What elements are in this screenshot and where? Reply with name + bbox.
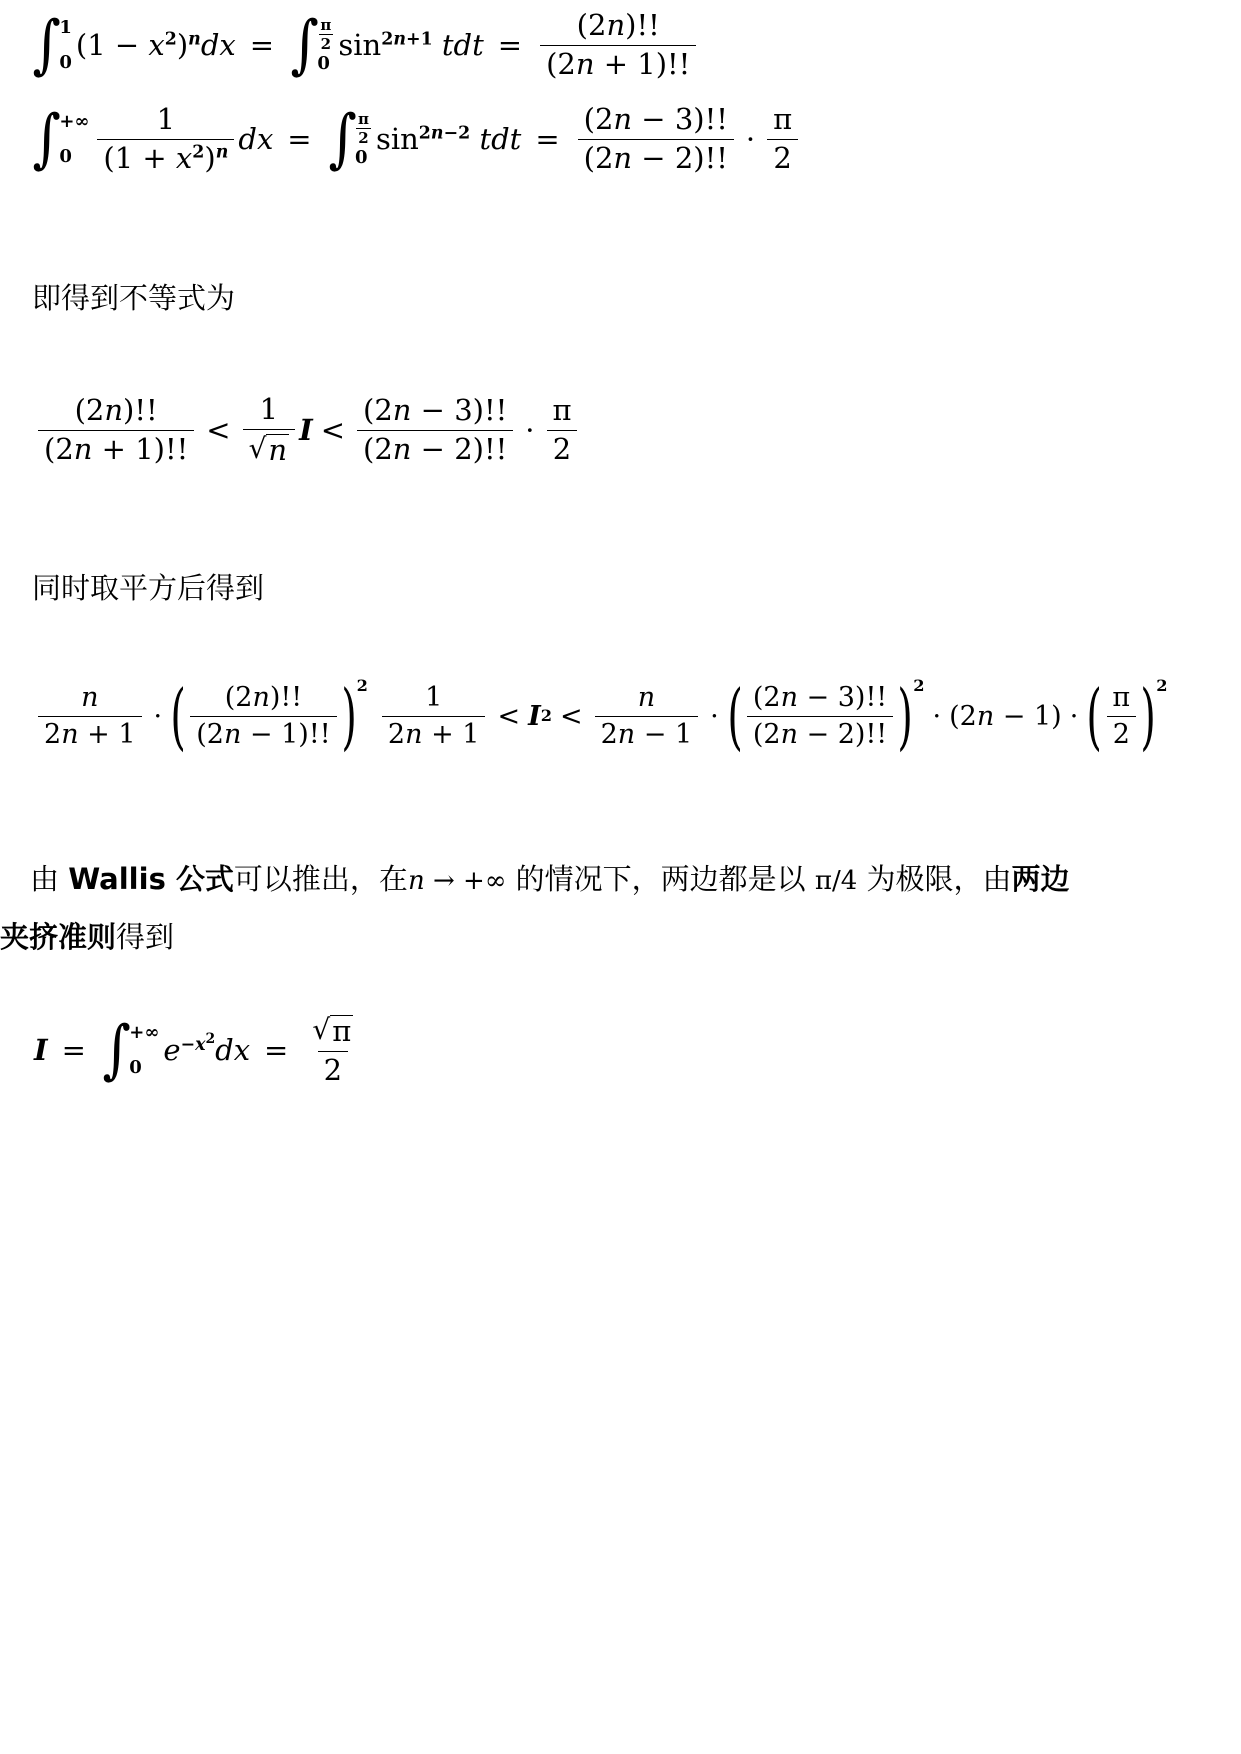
pi-over-four: π/4 bbox=[814, 866, 858, 896]
integral-sign: ∫ 1 0 bbox=[32, 8, 72, 83]
equation-squared-inequality: $\frac{n}{2n + 1}$ · ( $\frac{(2n)!!}{(2n - 1)!!}$ ) 2 $\frac{1}{2n + 1}$ < I 2 < $\frac{n}{2n - 1}$ · ( $\frac{(2n - 3)!!}{(2n - 2)!!}$ ) 2 · (2n − 1) · ( $\frac{\pi}{2}$ ) 2 bbox=[34, 680, 1168, 752]
paragraph-square-intro: 同时取平方后得到 bbox=[32, 571, 265, 605]
fraction-2n-over-2n-plus-1: $\frac{(2n)!!}{(2n + 1)!!}$ bbox=[540, 10, 696, 81]
fraction-double-factorial: $\frac{(2n - 3)!!}{(2n - 2)!!}$ bbox=[578, 104, 734, 175]
equation-wallis-integral-2: ∫ +∞ 0 $\frac{1}{(1 + x^2)^n}$ dx = ∫ $\frac{\pi}{2}$ 0 $\sin^{2n-2}$ tdt = $\frac{(2n - 3)!!}{(2n - 2)!!}$ · $\frac{\pi}{2}$ bbox=[30, 104, 802, 175]
paragraph-wallis-line2: 夹挤准则得到 bbox=[0, 920, 175, 954]
equation-inequality: $\frac{(2n)!!}{(2n + 1)!!}$ < 1 √ n I < $\frac{(2n - 3)!!}{(2n - 2)!!}$ · $\frac{\pi}{2}$ bbox=[34, 394, 582, 467]
wallis-term: Wallis 公式 bbox=[68, 862, 234, 896]
fraction-one-over-power: $\frac{1}{(1 + x^2)^n}$ bbox=[97, 104, 234, 175]
integral-sign: ∫ +∞ 0 bbox=[102, 1013, 160, 1088]
limit-expression: n → +∞ bbox=[407, 866, 507, 896]
integral-sign: ∫ $\frac{\pi}{2}$ 0 bbox=[290, 7, 332, 82]
squeeze-theorem-term: 夹挤准则 bbox=[0, 920, 117, 954]
paragraph-wallis-line1: 由 Wallis 公式可以推出，在n → +∞ 的情况下，两边都是以 π/4 为极限，由两边 bbox=[30, 862, 1070, 896]
integral-sign: ∫ $\frac{\pi}{2}$ 0 bbox=[328, 101, 369, 176]
integral-sign: ∫ +∞ 0 bbox=[32, 102, 90, 177]
equation-gaussian-integral: I = ∫ +∞ 0 $e^{-x^2}dx$ = √ π 2 bbox=[34, 1013, 352, 1088]
equation-wallis-integral-1: ∫ 1 0 $(1 - x^2)^ndx$ = ∫ $\frac{\pi}{2}$ 0 $\sin^{2n+1}$ tdt = $\frac{(2n)!!}{(2n + 1)!!}$ bbox=[30, 10, 700, 81]
paragraph-inequality-intro: 即得到不等式为 bbox=[32, 281, 236, 315]
